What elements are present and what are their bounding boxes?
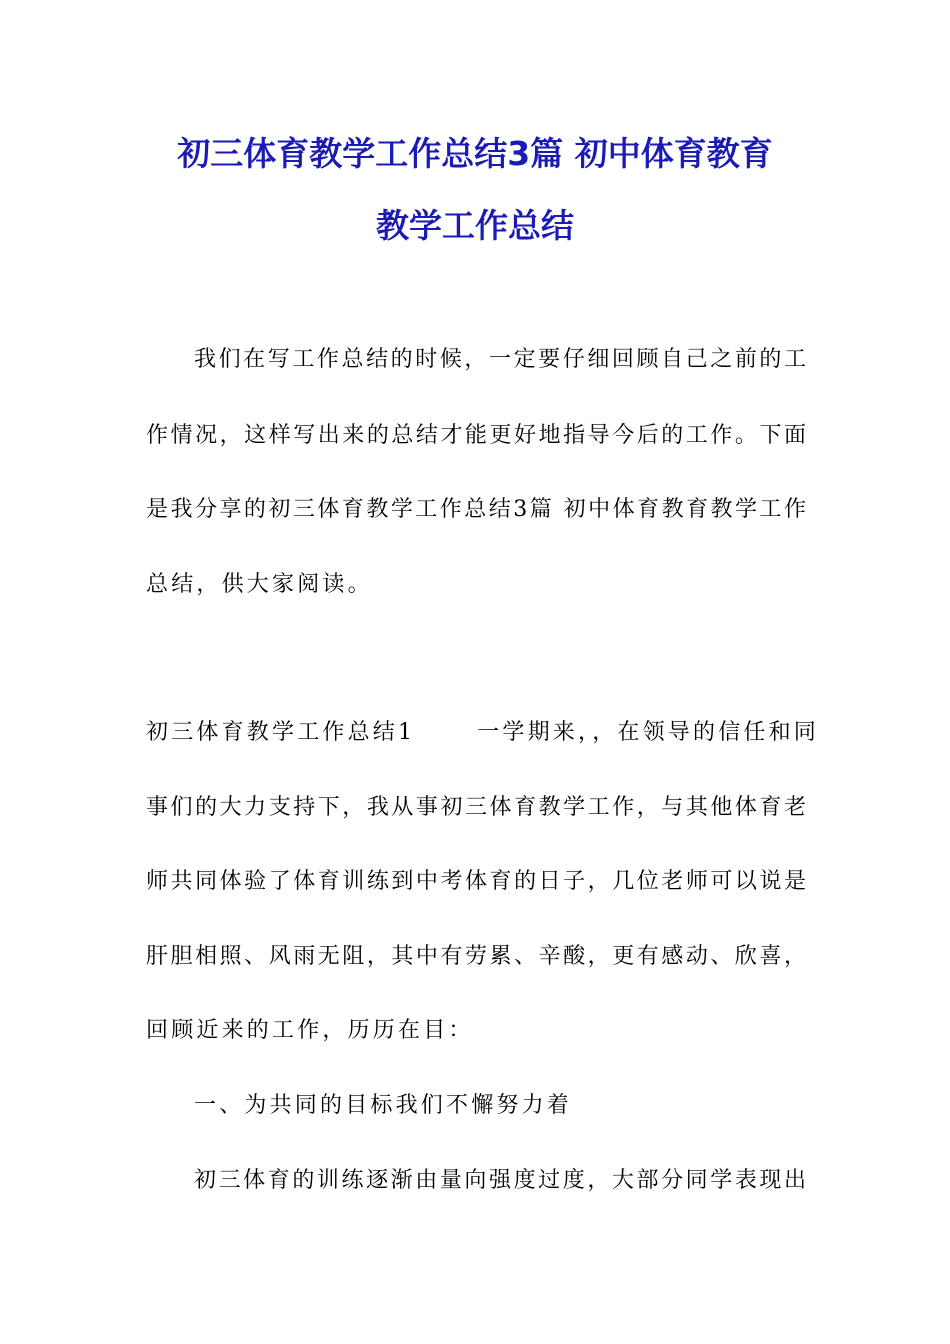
intro-line-4: 总结，供大家阅读。 — [146, 572, 373, 597]
section-1-line-2: 事们的大力支持下，我从事初三体育教学工作，与其他体育老 — [146, 795, 806, 820]
section-1-line-5: 回顾近来的工作，历历在目： — [146, 1018, 474, 1043]
document-title-line-2: 教学工作总结 — [376, 206, 574, 245]
section-1-line-3: 师共同体验了体育训练到中考体育的日子，几位老师可以说是 — [146, 869, 806, 894]
intro-line-2: 作情况，这样写出来的总结才能更好地指导今后的工作。下面 — [146, 423, 806, 448]
section-1-first-line — [146, 718, 820, 748]
section-1-line-4: 肝胆相照、风雨无阻，其中有劳累、辛酸，更有感动、欣喜， — [146, 944, 806, 969]
section-1-heading: 初三体育教学工作总结1 — [146, 720, 416, 745]
intro-line-1: 我们在写工作总结的时候，一定要仔细回顾自己之前的工 — [194, 347, 806, 372]
section-1-first-line-text: 一学期来，，在领导的信任和同 — [477, 720, 820, 745]
section-1-subheading: 一、为共同的目标我们不懈努力着 — [194, 1093, 573, 1118]
section-1-paragraph-2-line-1: 初三体育的训练逐渐由量向强度过度，大部分同学表现出 — [194, 1168, 806, 1193]
intro-line-3: 是我分享的初三体育教学工作总结3篇 初中体育教育教学工作 — [146, 497, 806, 522]
document-title-line-1: 初三体育教学工作总结3篇 初中体育教育 — [177, 134, 773, 173]
